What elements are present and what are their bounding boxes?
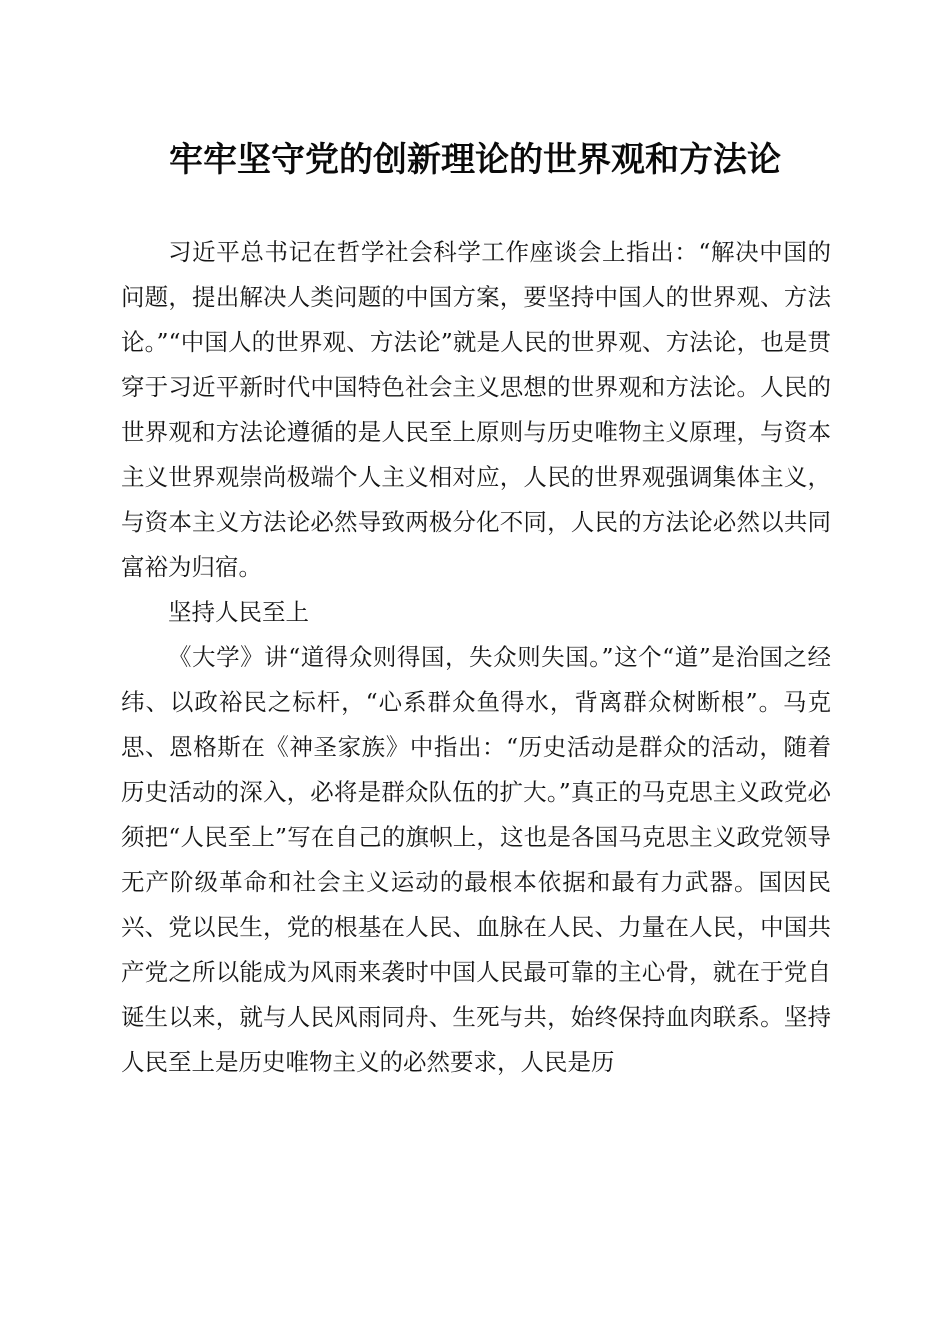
section-heading: 坚持人民至上 <box>168 598 309 626</box>
paragraph-intro: 习近平总书记在哲学社会科学工作座谈会上指出：“解决中国的问题，提出解决人类问题的中国方案，要坚持中国人的世界观、方法论。”“中国人的世界观、方法论”就是人民的世界观、方法论，也是贯穿于习近平新时代中国特色社会主义思想的世界观和方法论。人民的世界观和方法论遵循的是人民至上原则与历史唯物主义原理，与资本主义世界观崇尚极端个人主义相对应，人民的世界观强调集体主义，与资本主义方法论必然导致两极分化不同，人民的方法论必然以共同富裕为归宿。 <box>121 238 831 581</box>
paragraph-section-1: 《大学》讲“道得众则得国，失众则失国。”这个“道”是治国之经纬、以政裕民之标杆，“心系群众鱼得水，背离群众树断根”。马克思、恩格斯在《神圣家族》中指出：“历史活动是群众的活动，随着历史活动的深入，必将是群众队伍的扩大。”真正的马克思主义政党必须把“人民至上”写在自己的旗帜上，这也是各国马克思主义政党领导无产阶级革命和社会主义运动的最根本依据和最有力武器。国因民兴、党以民生，党的根基在人民、血脉在人民、力量在人民，中国共产党之所以能成为风雨来袭时中国人民最可靠的主心骨，就在于党自诞生以来，就与人民风雨同舟、生死与共，始终保持血肉联系。坚持人民至上是历史唯物主义的必然要求，人民是历 <box>121 643 831 1076</box>
document-title: 牢牢坚守党的创新理论的世界观和方法论 <box>169 140 781 180</box>
document-body <box>121 230 831 1085</box>
